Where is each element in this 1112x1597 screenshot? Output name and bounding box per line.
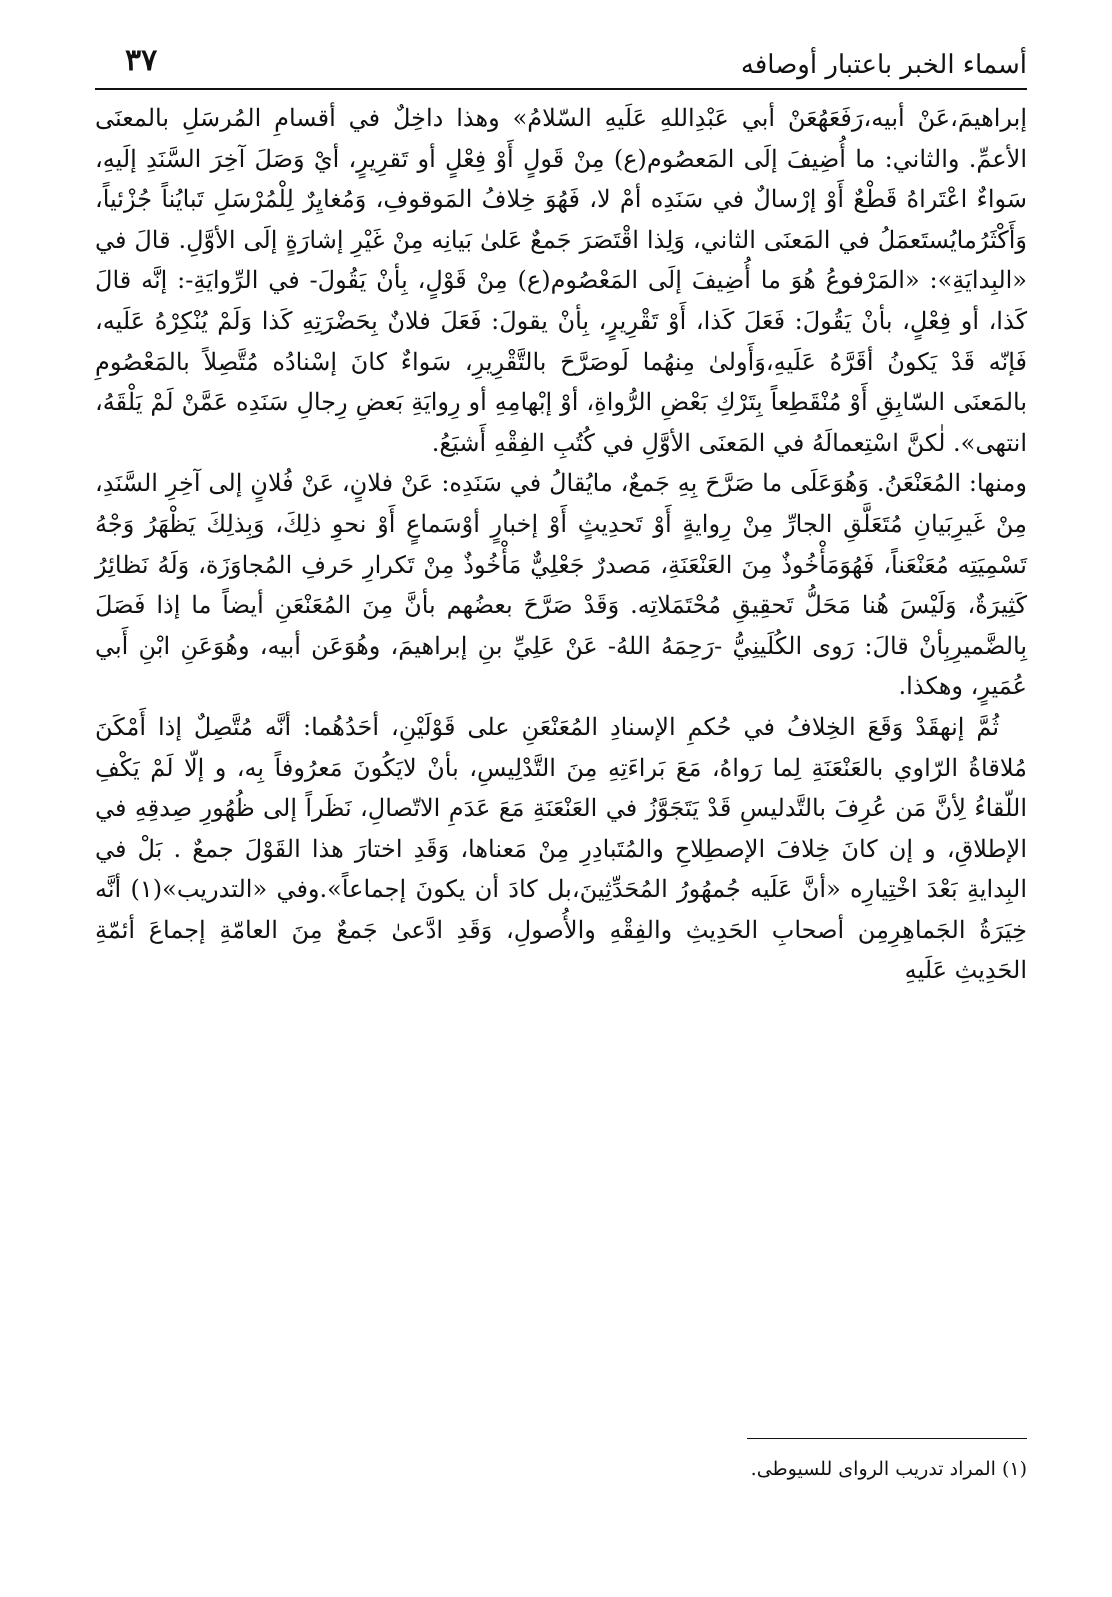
running-title: أسماء الخبر باعتبار أوصافه bbox=[740, 50, 1027, 80]
book-page bbox=[95, 38, 1027, 1568]
footnote: (١) المراد تدريب الروای للسيوطى. bbox=[750, 1458, 1027, 1480]
paragraph-muanan: ومنها: المُعَنْعَنُ. وَهُوَعَلَى ما صَرَّحَ بِهِ جَمعٌ، مايُقالُ في سَنَدِه: عَنْ فلانٍ، عَنْ فُلانٍ إلى آخِرِ السَّنَدِ، مِنْ غَيرِبَيانِ مُتَعَلَّقِ الجارِّ مِنْ رِوايةٍ أَوْ تَحدِيثٍ أَوْ إخبارٍ أوْسَماعٍ أَوْ نحوِ ذلِكَ، وَبِذلِكَ يَظْهَرُ وَجْهُ تَسْمِيَتِه مُعَنْعَناً، فَهُوَمَأْخُوذٌ مِنَ العَنْعَنَةِ، مَصدرٌ جَعْلِيٌّ مَأْخُوذٌ مِنْ تَكرارِ حَرفِ المُجاوَزَة، وَلَهُ نَظائِرُ كَثِيرَةٌ، وَلَيْسَ هُنا مَحَلُّ تَحقِيقِ مُحْتَمَلاتِه. وَقَدْ صَرَّحَ بعضُهم بأنَّ مِنَ المُعَنْعَنِ أيضاً ما إذا فَصَلَ بِالضَّميرِبِأنْ قالَ: رَوى الكُلَينِيُّ -رَحِمَهُ اللهُ- عَنْ عَلِيِّ بنِ إبراهيمَ، وهُوَعَن أبيه، وهُوَعَنِ ابْنِ أَبي عُمَيرٍ، وهكذا. bbox=[95, 469, 1027, 701]
page-number: ٣٧ bbox=[125, 43, 158, 78]
running-header bbox=[95, 38, 1027, 90]
paragraph-muanan-ruling: ثُمَّ إنهقَدْ وَقَعَ الخِلافُ في حُكمِ الإسنادِ المُعَنْعَنِ على قَوْلَيْنِ، أحَدُهُما: أنَّه مُتَّصِلٌ إذا أَمْكَنَ مُلاقاةُ الرّاوي بالعَنْعَنَةِ لِما رَواهُ، مَعَ بَراءَتِهِ مِنَ التَّدْلِيسِ، بأنْ لايَكُونَ مَعرُوفاً بِه، و إلّا لَمْ يَكْفِ اللّقاءُ لِأنَّ مَن عُرِفَ بالتَّدليسِ قَدْ يَتَجَوَّزُ في العَنْعَنَةِ مَعَ عَدَمِ الاتّصالِ، نَظَراً إلى ظُهُورِ صِدقِهِ في الإطلاقِ، و إن كانَ خِلافَ الإصطِلاحِ والمُتَبادِرِ مِنْ مَعناها، وَقَدِ اختارَ هذا القَوْلَ جمعٌ . بَلْ في البِدايةِ بَعْدَ اخْتِيارِه «أنَّ عَلَيه جُمهُورُ المُحَدِّثِينَ،بل كادَ أن يكونَ إجماعاً».وفي «التدريب»(١) أنَّه خِيَرَةُ الجَماهِرِمِن أصحابِ الحَدِيثِ والفِقْهِ والأُصولِ، وَقَدِ ادَّعىٰ جَمعٌ مِنَ العامّةِ إجماعَ أئمّةِ الحَدِيثِ عَلَيهِ bbox=[95, 712, 1027, 985]
body-text bbox=[95, 98, 1027, 991]
paragraph-marfu: إبراهيمَ،عَنْ أبيه،رَفَعَهُعَنْ أبي عَبْدِاللهِ عَلَيهِ السّلامُ» وهذا داخِلٌ في أقسامِ المُرسَلِ بالمعنَى الأعمِّ. والثاني: ما أُضِيفَ إلَى المَعصُوم(ع) مِنْ قَولٍ أَوْ فِعْلٍ أو تَقرِيرٍ، أيْ وَصَلَ آخِرَ السَّنَدِ إلَيهِ، سَواءٌ اعْتَراهُ قَطْعٌ أَوْ إرْسالٌ في سَنَدِه أمْ لا، فَهُوَ خِلافُ المَوقوفِ، وَمُغايِرٌ لِلْمُرْسَلِ تَبايُناً جُزْئياً، وَأَكْثَرُمايُستَعمَلُ في المَعنَى الثاني، وَلِذا اقْتَصَرَ جَمعٌ عَلىٰ بَيانِه مِنْ غَيْرِ إشارَةٍ إلَى الأوَّلِ. قالَ في «البِدايَةِ»: «المَرْفوعُ هُوَ ما أُضِيفَ إلَى المَعْصُوم(ع) مِنْ قَوْلٍ، بِأنْ يَقُولَ- في الرِّوايَةِ-: إنَّه قالَ كَذا، أو فِعْلٍ، بأنْ يَقُولَ: فَعَلَ كَذا، أَوْ تَقْرِيرٍ، بِأنْ يقولَ: فَعَلَ فلانٌ بِحَضْرَتِهِ كَذا وَلَمْ يُنْكِرْهُ عَلَيه، فَإنّه قَدْ يَكونُ أقَرَّهُ عَلَيهِ،وَأَولىٰ مِنهُما لَوصَرَّحَ بالتَّقْرِيرِ، سَواءٌ كانَ إسْنادُه مُتَّصِلاً بالمَعْصُومِ بالمَعنَى السّابِقِ أَوْ مُنْقَطِعاً بِتَرْكِ بَعْضِ الرُّواةِ، أوْ إبْهامِهِ أو رِوايَةِ بَعضِ رِجالِ سَنَدِه عَمَّنْ لَمْ يَلْقَهُ، انتهى». لٰكنَّ اسْتِعمالَهُ في المَعنَى الأوَّلِ في كُتُبِ الفِقْهِ أَشيَعُ. bbox=[95, 104, 1028, 457]
footnote-divider bbox=[747, 1438, 1027, 1439]
